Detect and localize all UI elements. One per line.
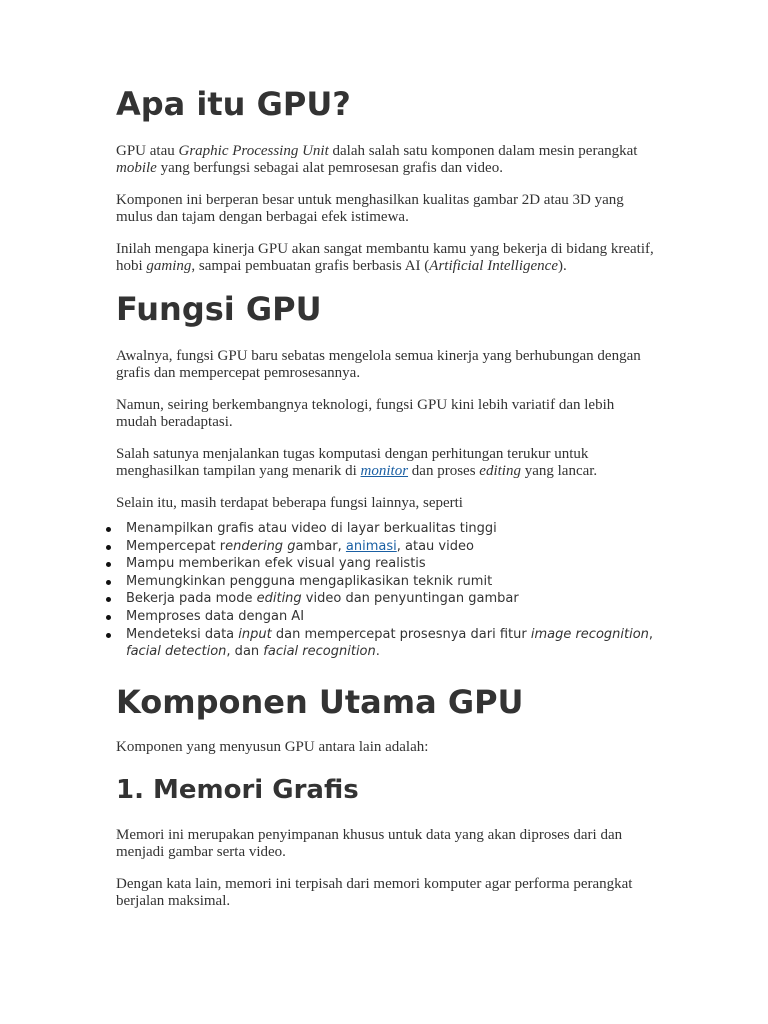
paragraph-gpu-role: Komponen ini berperan besar untuk menghasilkan kualitas gambar 2D atau 3D yang mulus dan tajam dengan berbagai efek istimewa. [116,192,624,225]
paragraph-fungsi-kini: Namun, seiring berkembangnya teknologi, fungsi GPU kini lebih variatif dan lebih mudah beradaptasi. [116,397,615,430]
paragraph-komponen-intro: Komponen yang menyusun GPU antara lain adalah: [116,738,429,755]
paragraph-memori-definisi: Memori ini merupakan penyimpanan khusus untuk data yang akan diproses dari dan menjadi gambar serta video. [116,826,623,860]
paragraph-fungsi-lainnya: Selain itu, masih terdapat beberapa fungsi lainnya, seperti [116,495,463,511]
heading-fungsi-gpu: Fungsi GPU [116,290,322,328]
list-item: Menampilkan grafis atau video di layar berkualitas tinggi [126,520,656,538]
list-item: Mempercepat rendering gambar, animasi, atau video [126,538,656,556]
article [116,84,656,910]
paragraph-gpu-definition: GPU atau Graphic Processing Unit dalah salah satu komponen dalam mesin perangkat mobile yang berfungsi sebagai alat pemrosesan grafis dan video. [116,143,638,176]
list-item: Memproses data dengan AI [126,608,656,626]
paragraph-gpu-benefit: Inilah mengapa kinerja GPU akan sangat membantu kamu yang bekerja di bidang kreatif, hobi gaming, sampai pembuatan grafis berbasis AI (Artificial Intelligence). [116,241,654,274]
paragraph-fungsi-awal: Awalnya, fungsi GPU baru sebatas mengelola semua kinerja yang berhubungan dengan grafis dan mempercepat pemrosesannya. [116,348,641,381]
list-item: Memungkinkan pengguna mengaplikasikan teknik rumit [126,573,656,591]
paragraph-memori-terpisah: Dengan kata lain, memori ini terpisah dari memori komputer agar performa perangkat berjalan maksimal. [116,875,633,909]
paragraph-fungsi-komputasi: Salah satunya menjalankan tugas komputasi dengan perhitungan terukur untuk menghasilkan tampilan yang menarik di monitor dan proses editing yang lancar. [116,446,598,479]
list-item: Bekerja pada mode editing video dan penyuntingan gambar [126,590,656,608]
heading-apa-itu-gpu: Apa itu GPU? [116,85,351,123]
list-item: Mampu memberikan efek visual yang realistis [126,555,656,573]
heading-memori-grafis: 1. Memori Grafis [116,774,359,805]
animasi-link[interactable]: animasi [345,538,397,554]
fungsi-list [116,520,656,661]
heading-komponen-utama-gpu: Komponen Utama GPU [116,682,524,721]
monitor-link[interactable]: monitor [360,463,409,479]
list-item: Mendeteksi data input dan mempercepat prosesnya dari fitur image recognition, facial detection, dan facial recognition. [126,626,656,661]
